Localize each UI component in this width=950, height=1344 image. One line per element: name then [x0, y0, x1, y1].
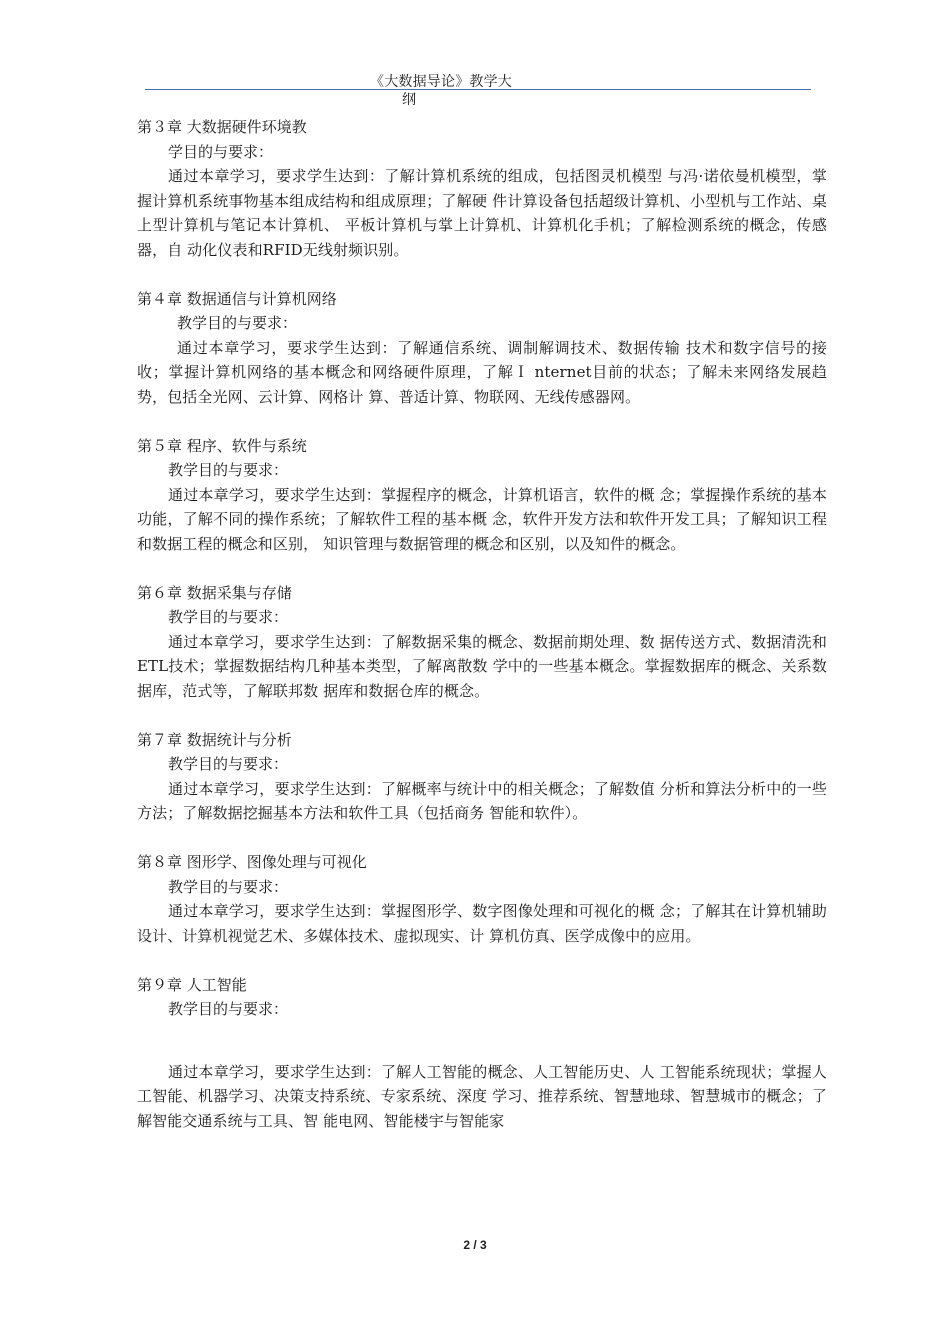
spacer: [137, 262, 827, 287]
document-body: [137, 115, 827, 1133]
chapter-title: 第６章 数据采集与存储: [137, 583, 292, 602]
header-title: 《大数据导论》教学大: [370, 74, 512, 90]
chapter-title: 第３章 大数据硬件环境教: [137, 118, 307, 136]
page-header: [145, 70, 811, 110]
chapter-body: 通过本章学习，要求学生达到：了解通信系统、调制解调技术、数据传输 技术和数字信号的接收；掌握计算机网络的基本概念和网络硬件原理，了解Ｉ nternet目前的状态；了解未来网络发展趋势，包括全光网、云计算、网格计 算、普适计算、物联网、无线传感器网。: [137, 338, 827, 406]
spacer: [137, 409, 827, 434]
chapter-subtitle: 教学目的与要求：: [168, 755, 289, 773]
chapter-subtitle: 教学目的与要求：: [168, 1000, 289, 1018]
page-number: 2 / 3: [463, 1238, 487, 1252]
chapter-6: [137, 581, 827, 704]
chapter-3: [137, 115, 827, 262]
chapter-5: [137, 434, 827, 557]
chapter-4: [137, 287, 827, 410]
spacer: [137, 1022, 827, 1060]
chapter-subtitle: 教学目的与要求：: [168, 461, 289, 479]
chapter-body: 通过本章学习，要求学生达到：了解计算机系统的组成，包括图灵机模型 与冯·诺依曼机模型，掌握计算机系统事物基本组成结构和组成原理；了解硬 件计算设备包括超级计算机、小型机与工作站、桌上型计算机与笔记本计算机、 平板计算机与掌上计算机、计算机化手机；了解检测系统的概念，传感器，自 动化仪表和RFID无线射频识别。: [137, 167, 827, 259]
chapter-body: 通过本章学习，要求学生达到：掌握图形学、数字图像处理和可视化的概 念；了解其在计算机辅助设计、计算机视觉艺术、多媒体技术、虚拟现实、计 算机仿真、医学成像中的应用。: [137, 902, 827, 945]
chapter-title: 第５章 程序、软件与系统: [137, 436, 307, 455]
chapter-body: 通过本章学习，要求学生达到：了解人工智能的概念、人工智能历史、人 工智能系统现状；掌握人工智能、机器学习、决策支持系统、专家系统、深度 学习、推荐系统、智慧地球、智慧城市的概念；了解智能交通系统与工具、智 能电网、智能楼宇与智能家: [137, 1062, 827, 1130]
chapter-9: [137, 973, 827, 1134]
chapter-subtitle: 教学目的与要求：: [168, 877, 289, 896]
chapter-title: 第７章 数据统计与分析: [137, 730, 292, 749]
chapter-8: [137, 850, 827, 948]
chapter-body: 通过本章学习，要求学生达到：了解数据采集的概念、数据前期处理、数 据传送方式、数据清洗和ETL技术；掌握数据结构几种基本类型，了解离散数 学中的一些基本概念。掌握数据库的概念、关系数据库，范式等，了解联邦数 据库和数据仓库的概念。: [137, 632, 827, 700]
chapter-7: [137, 728, 827, 826]
chapter-title: 第８章 图形学、图像处理与可视化: [137, 853, 367, 871]
chapter-subtitle: 学目的与要求：: [168, 142, 274, 161]
chapter-body: 通过本章学习，要求学生达到：掌握程序的概念，计算机语言，软件的概 念；掌握操作系统的基本功能，了解不同的操作系统；了解软件工程的基本概 念，软件开发方法和软件开发工具；了解知识工程和数据工程的概念和区别， 知识管理与数据管理的概念和区别，以及知件的概念。: [137, 485, 827, 553]
chapter-body: 通过本章学习，要求学生达到：了解概率与统计中的相关概念；了解数值 分析和算法分析中的一些方法；了解数据挖掘基本方法和软件工具（包括商务 智能和软件）。: [137, 779, 827, 822]
chapter-title: 第４章 数据通信与计算机网络: [137, 289, 337, 308]
chapter-subtitle: 教学目的与要求：: [168, 608, 289, 626]
spacer: [137, 556, 827, 581]
chapter-title: 第９章 人工智能: [137, 975, 247, 994]
header-title-continuation: 纲: [402, 92, 416, 108]
spacer: [137, 948, 827, 973]
spacer: [137, 703, 827, 728]
spacer: [137, 826, 827, 851]
chapter-subtitle: 教学目的与要求：: [177, 314, 298, 332]
